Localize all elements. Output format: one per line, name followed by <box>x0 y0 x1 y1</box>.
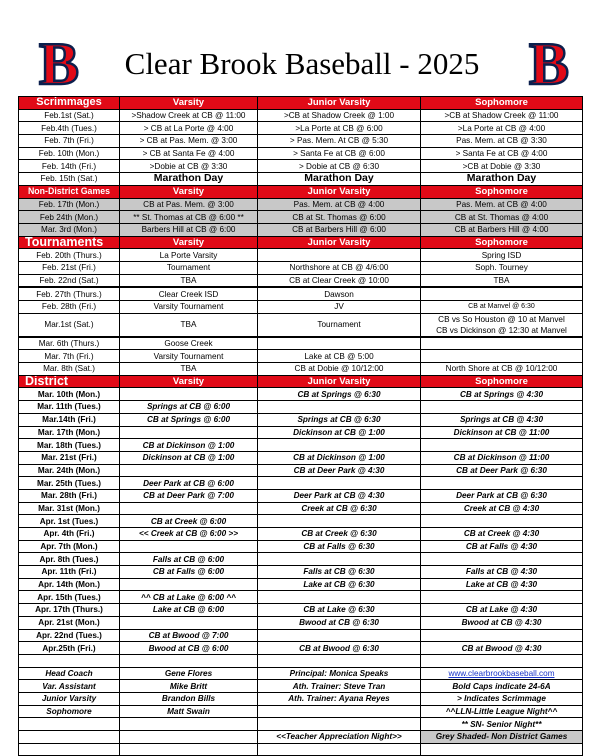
page-header <box>0 0 600 96</box>
game-date: Feb. 10th (Mon.) <box>19 147 120 160</box>
jv-game: Deer Park at CB @ 4:30 <box>258 489 421 502</box>
game-date: Feb. 22nd (Sat.) <box>19 274 120 287</box>
game-date: Feb.1st (Sat.) <box>19 109 120 122</box>
sophomore-game-line-1: CB vs So Houston @ 10 at Manvel <box>438 314 565 324</box>
staff-info: <<Teacher Appreciation Night>> <box>258 731 421 744</box>
varsity-game: Tournament <box>120 261 258 274</box>
jv-game: JV <box>258 301 421 314</box>
staff-name <box>120 718 258 731</box>
staff-name: Mike Britt <box>120 680 258 693</box>
sophomore-game: >La Porte at CB @ 4:00 <box>421 122 583 135</box>
varsity-game: CB at Springs @ 6:00 <box>120 413 258 426</box>
column-header-varsity: Varsity <box>120 375 258 388</box>
staff-row <box>19 705 583 718</box>
column-header-jv: Junior Varsity <box>258 236 421 249</box>
sophomore-game: CB at Barbers Hill @ 4:00 <box>421 223 583 236</box>
jv-game: Springs at CB @ 6:30 <box>258 413 421 426</box>
table-row <box>19 337 583 350</box>
legend-note: Grey Shaded- Non District Games <box>421 731 583 744</box>
sophomore-game: Marathon Day <box>421 173 583 186</box>
jv-game: > Santa Fe at CB @ 6:00 <box>258 147 421 160</box>
jv-game: CB at Lake @ 6:30 <box>258 604 421 617</box>
column-header-sophomore: Sophomore <box>421 236 583 249</box>
game-date: Apr. 11th (Fri.) <box>19 566 120 579</box>
varsity-game: Falls at CB @ 6:00 <box>120 553 258 566</box>
game-date: Feb. 20th (Thurs.) <box>19 249 120 262</box>
sophomore-game: CB at Manvel @ 6:30 <box>421 301 583 314</box>
game-date: Mar. 31st (Mon.) <box>19 502 120 515</box>
staff-info: Ath. Trainer: Steve Tran <box>258 680 421 693</box>
jv-game: Lake at CB @ 5:00 <box>258 350 421 363</box>
game-date: Apr. 14th (Mon.) <box>19 578 120 591</box>
varsity-game <box>120 502 258 515</box>
game-date: Apr. 1st (Tues.) <box>19 515 120 528</box>
table-row <box>19 642 583 655</box>
sophomore-game: Creek at CB @ 4:30 <box>421 502 583 515</box>
non-district-header-row <box>19 185 583 198</box>
table-row <box>19 629 583 642</box>
jv-game <box>258 591 421 604</box>
varsity-game: Varsity Tournament <box>120 350 258 363</box>
table-row <box>19 413 583 426</box>
varsity-game: TBA <box>120 363 258 376</box>
sophomore-game: CB at Dickinson @ 11:00 <box>421 451 583 464</box>
staff-info: Principal: Monica Speaks <box>258 667 421 680</box>
varsity-game: > CB at Pas. Mem. @ 3:00 <box>120 135 258 148</box>
table-row <box>19 274 583 287</box>
staff-info <box>258 718 421 731</box>
section-title: District <box>19 375 120 388</box>
column-header-varsity: Varsity <box>120 236 258 249</box>
varsity-game: Barbers Hill at CB @ 6:00 <box>120 223 258 236</box>
game-date: Mar. 7th (Fri.) <box>19 350 120 363</box>
sophomore-game <box>421 350 583 363</box>
scrimmages-header-row <box>19 97 583 110</box>
varsity-game: Clear Creek ISD <box>120 287 258 300</box>
varsity-game: CB at Pas. Mem. @ 3:00 <box>120 198 258 211</box>
legend-note: ^^LLN-Little League Night^^ <box>421 705 583 718</box>
sophomore-game: North Shore at CB @ 10/12:00 <box>421 363 583 376</box>
sophomore-game <box>421 515 583 528</box>
table-row <box>19 502 583 515</box>
table-row <box>19 160 583 173</box>
varsity-game: << Creek at CB @ 6:00 >> <box>120 528 258 541</box>
sophomore-game: Pas. Mem. at CB @ 3:30 <box>421 135 583 148</box>
varsity-game: CB at Creek @ 6:00 <box>120 515 258 528</box>
column-header-varsity: Varsity <box>120 185 258 198</box>
sophomore-game: Falls at CB @ 4:30 <box>421 566 583 579</box>
table-row <box>19 451 583 464</box>
sophomore-game: CB at Creek @ 4:30 <box>421 528 583 541</box>
varsity-game: TBA <box>120 313 258 337</box>
varsity-game: ^^ CB at Lake @ 6:00 ^^ <box>120 591 258 604</box>
table-row <box>19 173 583 186</box>
sophomore-game: Deer Park at CB @ 6:30 <box>421 489 583 502</box>
jv-game: >CB at Shadow Creek @ 1:00 <box>258 109 421 122</box>
jv-game <box>258 629 421 642</box>
table-row <box>19 223 583 236</box>
jv-game: CB at Dickinson @ 1:00 <box>258 451 421 464</box>
sophomore-game: >CB at Dobie @ 3:30 <box>421 160 583 173</box>
jv-game: Dawson <box>258 287 421 300</box>
game-date: Feb. 14th (Fri.) <box>19 160 120 173</box>
varsity-game: Deer Park at CB @ 6:00 <box>120 477 258 490</box>
jv-game: Pas. Mem. at CB @ 4:00 <box>258 198 421 211</box>
jv-game: Lake at CB @ 6:30 <box>258 578 421 591</box>
sophomore-game: CB at Springs @ 4:30 <box>421 388 583 401</box>
column-header-jv: Junior Varsity <box>258 97 421 110</box>
sophomore-game: CB at Falls @ 4:30 <box>421 540 583 553</box>
jv-game <box>258 553 421 566</box>
game-date: Mar. 17th (Mon.) <box>19 426 120 439</box>
district-header-row <box>19 375 583 388</box>
table-row <box>19 604 583 617</box>
svg-text:B: B <box>38 37 80 89</box>
schedule-table <box>18 96 583 756</box>
varsity-game <box>120 616 258 629</box>
jv-game: Falls at CB @ 6:30 <box>258 566 421 579</box>
jv-game: CB at Creek @ 6:30 <box>258 528 421 541</box>
game-date: Mar.14th (Fri.) <box>19 413 120 426</box>
table-row <box>19 287 583 300</box>
staff-name: Brandon Bills <box>120 692 258 705</box>
sophomore-game: Pas. Mem. at CB @ 4:00 <box>421 198 583 211</box>
sophomore-game <box>421 477 583 490</box>
jv-game <box>258 249 421 262</box>
jv-game: CB at Falls @ 6:30 <box>258 540 421 553</box>
game-date: Feb.4th (Tues.) <box>19 122 120 135</box>
column-header-sophomore: Sophomore <box>421 375 583 388</box>
table-row <box>19 489 583 502</box>
tournaments-header-row <box>19 236 583 249</box>
jv-game: CB at Bwood @ 6:30 <box>258 642 421 655</box>
game-date: Mar. 25th (Tues.) <box>19 477 120 490</box>
sophomore-game <box>421 629 583 642</box>
varsity-game: CB at Deer Park @ 7:00 <box>120 489 258 502</box>
column-header-sophomore: Sophomore <box>421 185 583 198</box>
table-row <box>19 313 583 337</box>
staff-info <box>258 705 421 718</box>
column-header-sophomore: Sophomore <box>421 97 583 110</box>
staff-info: Ath. Trainer: Ayana Reyes <box>258 692 421 705</box>
game-date: Feb. 7th (Fri.) <box>19 135 120 148</box>
table-row <box>19 198 583 211</box>
varsity-game: CB at Bwood @ 7:00 <box>120 629 258 642</box>
jv-game: Marathon Day <box>258 173 421 186</box>
sophomore-game <box>421 287 583 300</box>
varsity-game: TBA <box>120 274 258 287</box>
column-header-varsity: Varsity <box>120 97 258 110</box>
sophomore-game: Soph. Tourney <box>421 261 583 274</box>
game-date: Feb. 28th (Fri.) <box>19 301 120 314</box>
spacer-row <box>19 654 583 667</box>
column-header-jv: Junior Varsity <box>258 185 421 198</box>
game-date: Apr. 22nd (Tues.) <box>19 629 120 642</box>
game-date: Apr. 7th (Mon.) <box>19 540 120 553</box>
sophomore-game <box>421 591 583 604</box>
section-title: Non-District Games <box>19 185 120 198</box>
game-date: Feb. 21st (Fri.) <box>19 261 120 274</box>
jv-game <box>258 477 421 490</box>
game-date: Mar. 21st (Fri.) <box>19 451 120 464</box>
jv-game <box>258 439 421 452</box>
game-date: Mar. 10th (Mon.) <box>19 388 120 401</box>
varsity-game: CB at Dickinson @ 1:00 <box>120 439 258 452</box>
legend-note: Bold Caps indicate 24-6A <box>421 680 583 693</box>
varsity-game: Marathon Day <box>120 173 258 186</box>
varsity-game: > CB at La Porte @ 4:00 <box>120 122 258 135</box>
staff-role: Head Coach <box>19 667 120 680</box>
column-header-jv: Junior Varsity <box>258 375 421 388</box>
varsity-game: > CB at Santa Fe @ 4:00 <box>120 147 258 160</box>
clear-brook-b-logo-right <box>520 37 578 89</box>
table-row <box>19 301 583 314</box>
staff-name <box>120 731 258 744</box>
table-row <box>19 616 583 629</box>
game-date: Apr. 21st (Mon.) <box>19 616 120 629</box>
staff-name: Matt Swain <box>120 705 258 718</box>
sophomore-game <box>421 439 583 452</box>
varsity-game: >Shadow Creek at CB @ 11:00 <box>120 109 258 122</box>
jv-game: >La Porte at CB @ 6:00 <box>258 122 421 135</box>
table-row <box>19 388 583 401</box>
table-row <box>19 477 583 490</box>
page-title: Clear Brook Baseball - 2025 <box>124 46 480 81</box>
varsity-game: Springs at CB @ 6:00 <box>120 401 258 414</box>
table-row <box>19 109 583 122</box>
table-row <box>19 591 583 604</box>
section-title: Tournaments <box>19 236 120 249</box>
table-row <box>19 122 583 135</box>
varsity-game: Goose Creek <box>120 337 258 350</box>
table-row <box>19 211 583 224</box>
sophomore-game: Dickinson at CB @ 11:00 <box>421 426 583 439</box>
varsity-game: CB at Falls @ 6:00 <box>120 566 258 579</box>
game-date: Feb. 15th (Sat.) <box>19 173 120 186</box>
sophomore-game: Springs at CB @ 4:30 <box>421 413 583 426</box>
sophomore-game: > Santa Fe at CB @ 4:00 <box>421 147 583 160</box>
varsity-game: Varsity Tournament <box>120 301 258 314</box>
table-row <box>19 439 583 452</box>
game-date: Mar. 3rd (Mon.) <box>19 223 120 236</box>
table-row <box>19 464 583 477</box>
game-date: Mar. 8th (Sat.) <box>19 363 120 376</box>
sophomore-game <box>421 313 583 337</box>
game-date: Feb 24th (Mon.) <box>19 211 120 224</box>
game-date: Feb. 27th (Thurs.) <box>19 287 120 300</box>
jv-game <box>258 515 421 528</box>
game-date: Mar. 24th (Mon.) <box>19 464 120 477</box>
staff-row <box>19 680 583 693</box>
jv-game: Dickinson at CB @ 1:00 <box>258 426 421 439</box>
table-row <box>19 566 583 579</box>
game-date: Mar.1st (Sat.) <box>19 313 120 337</box>
sophomore-game: TBA <box>421 274 583 287</box>
sophomore-game: >CB at Shadow Creek @ 11:00 <box>421 109 583 122</box>
jv-game: > Pas. Mem. At CB @ 5:30 <box>258 135 421 148</box>
jv-game: CB at Deer Park @ 4:30 <box>258 464 421 477</box>
game-date: Apr. 17th (Thurs.) <box>19 604 120 617</box>
game-date: Apr. 4th (Fri.) <box>19 528 120 541</box>
table-row <box>19 350 583 363</box>
table-row <box>19 515 583 528</box>
varsity-game: Bwood at CB @ 6:00 <box>120 642 258 655</box>
staff-role <box>19 731 120 744</box>
game-date: Mar. 28th (Fri.) <box>19 489 120 502</box>
jv-game: CB at Dobie @ 10/12:00 <box>258 363 421 376</box>
table-row <box>19 363 583 376</box>
game-date: Mar. 6th (Thurs.) <box>19 337 120 350</box>
game-date: Mar. 18th (Tues.) <box>19 439 120 452</box>
varsity-game: Lake at CB @ 6:00 <box>120 604 258 617</box>
sophomore-game-line-2: CB vs Dickinson @ 12:30 at Manvel <box>436 325 567 335</box>
staff-role <box>19 718 120 731</box>
jv-game: Northshore at CB @ 4/6:00 <box>258 261 421 274</box>
jv-game: CB at Barbers Hill @ 6:00 <box>258 223 421 236</box>
jv-game: CB at Springs @ 6:30 <box>258 388 421 401</box>
jv-game: Bwood at CB @ 6:30 <box>258 616 421 629</box>
game-date: Apr.25th (Fri.) <box>19 642 120 655</box>
varsity-game: >Dobie at CB @ 3:30 <box>120 160 258 173</box>
game-date: Apr. 15th (Tues.) <box>19 591 120 604</box>
table-row <box>19 147 583 160</box>
varsity-game <box>120 388 258 401</box>
table-row <box>19 426 583 439</box>
svg-text:B: B <box>528 37 570 89</box>
jv-game <box>258 337 421 350</box>
staff-row <box>19 718 583 731</box>
sophomore-game: CB at Deer Park @ 6:30 <box>421 464 583 477</box>
sophomore-game: Spring ISD <box>421 249 583 262</box>
sophomore-game: CB at St. Thomas @ 4:00 <box>421 211 583 224</box>
table-row <box>19 540 583 553</box>
table-row <box>19 528 583 541</box>
legend-note: ** SN- Senior Night** <box>421 718 583 731</box>
staff-role: Var. Assistant <box>19 680 120 693</box>
varsity-game <box>120 578 258 591</box>
game-date: Apr. 8th (Tues.) <box>19 553 120 566</box>
table-row <box>19 553 583 566</box>
clear-brook-b-logo-left <box>30 37 88 89</box>
table-row <box>19 401 583 414</box>
staff-role: Sophomore <box>19 705 120 718</box>
sophomore-game: Bwood at CB @ 4:30 <box>421 616 583 629</box>
varsity-game: ** St. Thomas at CB @ 6:00 ** <box>120 211 258 224</box>
jv-game: CB at Clear Creek @ 10:00 <box>258 274 421 287</box>
staff-row <box>19 667 583 680</box>
jv-game: Creek at CB @ 6:30 <box>258 502 421 515</box>
staff-row <box>19 692 583 705</box>
jv-game: > Dobie at CB @ 6:30 <box>258 160 421 173</box>
table-row <box>19 135 583 148</box>
sophomore-game: Lake at CB @ 4:30 <box>421 578 583 591</box>
legend-note: > Indicates Scrimmage <box>421 692 583 705</box>
varsity-game <box>120 464 258 477</box>
sophomore-game: CB at Bwood @ 4:30 <box>421 642 583 655</box>
sophomore-game <box>421 553 583 566</box>
table-row <box>19 249 583 262</box>
varsity-game <box>120 426 258 439</box>
sophomore-game: CB at Lake @ 4:30 <box>421 604 583 617</box>
table-row <box>19 578 583 591</box>
jv-game <box>258 401 421 414</box>
jv-game: Tournament <box>258 313 421 337</box>
staff-row <box>19 731 583 744</box>
spacer-row <box>19 743 583 756</box>
staff-role: Junior Varsity <box>19 692 120 705</box>
table-row <box>19 261 583 274</box>
varsity-game <box>120 540 258 553</box>
game-date: Mar. 11th (Tues.) <box>19 401 120 414</box>
sophomore-game <box>421 337 583 350</box>
section-title: Scrimmages <box>19 97 120 110</box>
varsity-game: Dickinson at CB @ 1:00 <box>120 451 258 464</box>
game-date: Feb. 17th (Mon.) <box>19 198 120 211</box>
sophomore-game <box>421 401 583 414</box>
website-link[interactable]: www.clearbrookbaseball.com <box>421 667 583 680</box>
varsity-game: La Porte Varsity <box>120 249 258 262</box>
jv-game: CB at St. Thomas @ 6:00 <box>258 211 421 224</box>
staff-name: Gene Flores <box>120 667 258 680</box>
